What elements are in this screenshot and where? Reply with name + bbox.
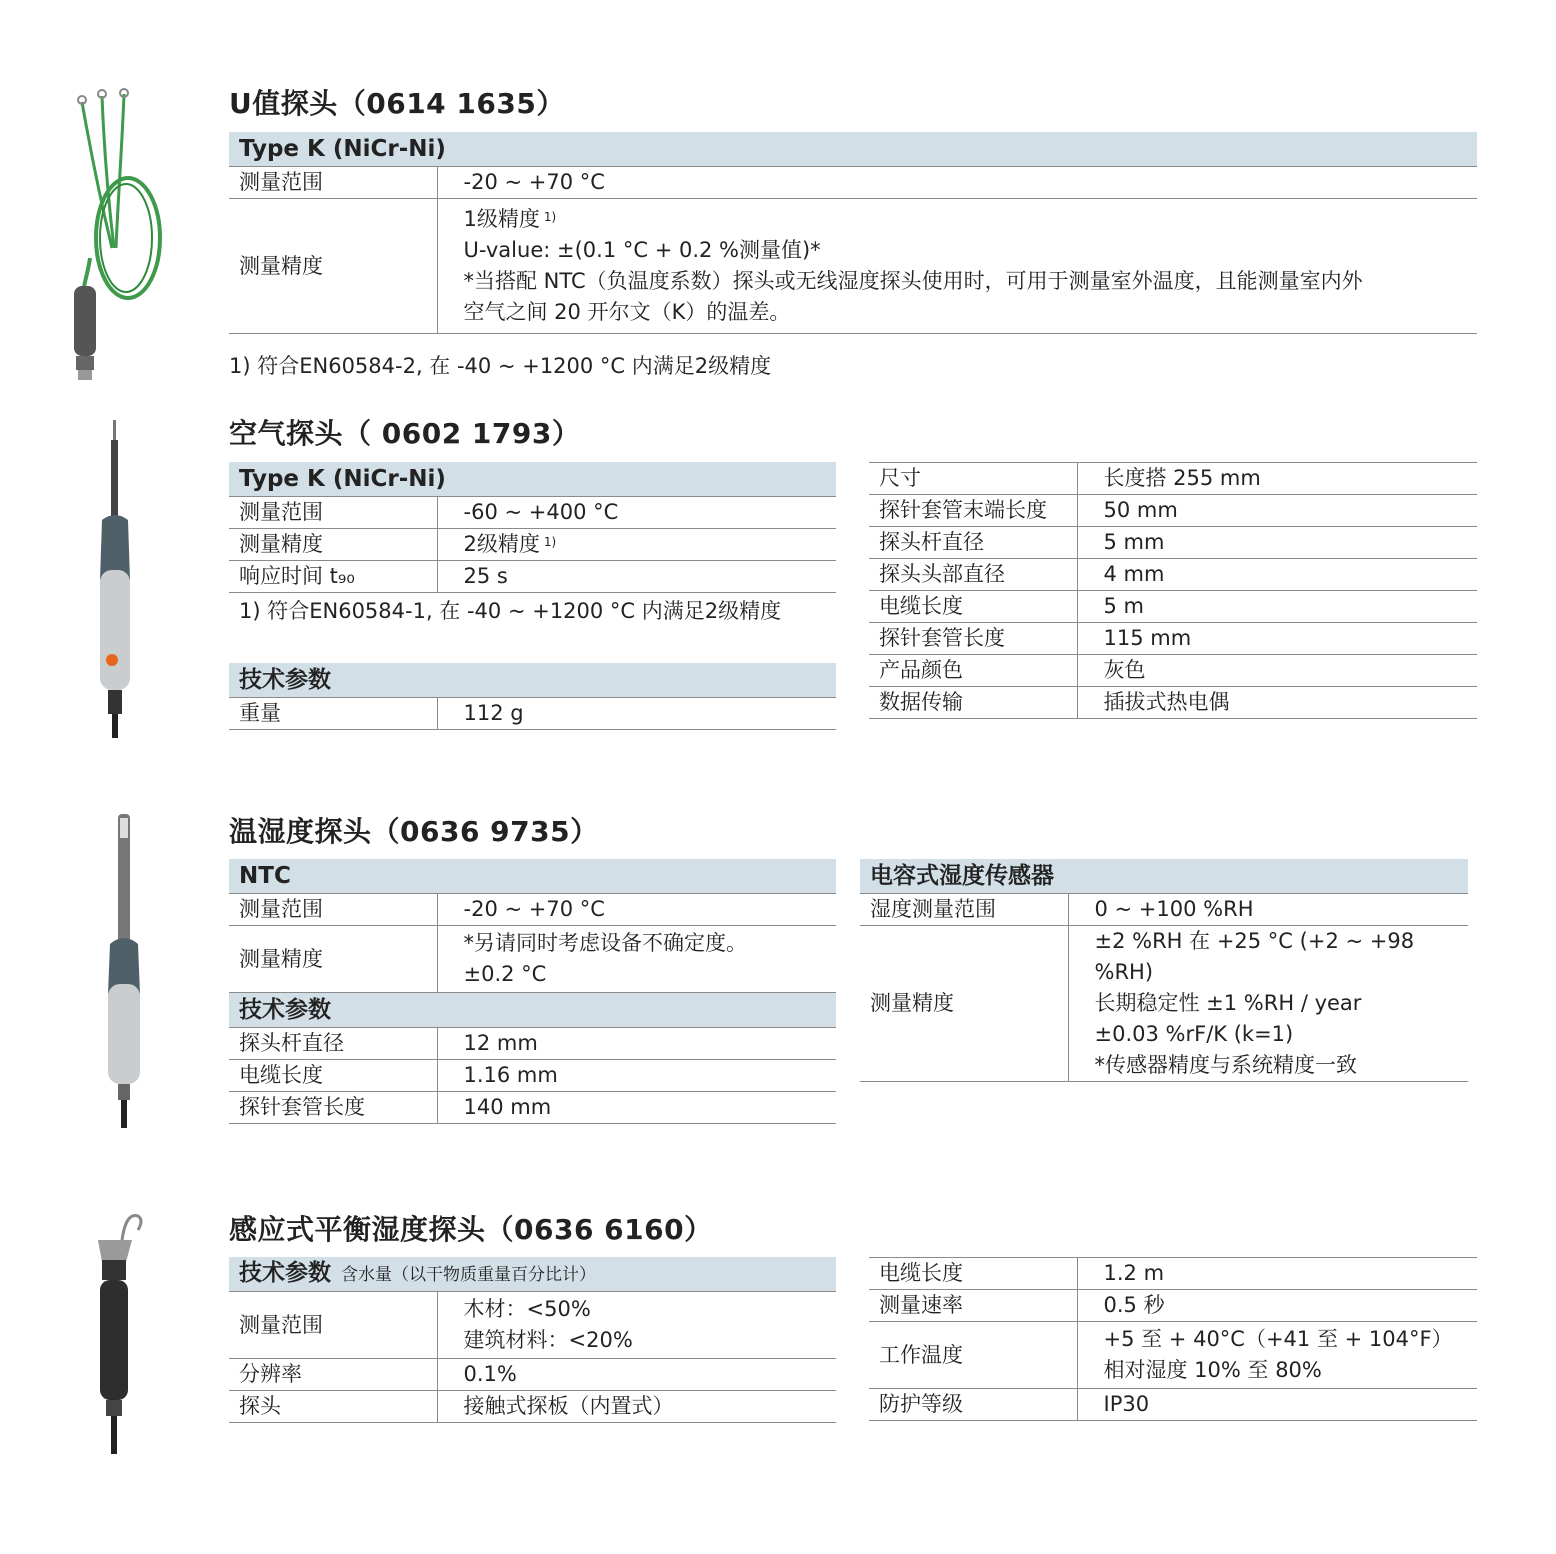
row-value: -20 ~ +70 °C xyxy=(437,894,836,926)
moisture-right-table xyxy=(869,1257,1477,1421)
row-value: 1.16 mm xyxy=(437,1060,836,1092)
row-label: 测量范围 xyxy=(229,894,437,926)
table-header: 技术参数 含水量（以干物质重量百分比计） xyxy=(229,1257,836,1292)
row-value: -20 ~ +70 °C xyxy=(437,167,1477,199)
footnote: 1) 符合EN60584-1, 在 -40 ~ +1200 °C 内满足2级精度 xyxy=(239,598,782,623)
table-header: 电容式湿度传感器 xyxy=(860,859,1468,894)
row-value: 插拔式热电偶 xyxy=(1077,687,1477,719)
row-value: 0.5 秒 xyxy=(1077,1290,1477,1322)
row-label: 电缆长度 xyxy=(229,1060,437,1092)
temp-humidity-probe-image xyxy=(98,814,148,1130)
row-value: 50 mm xyxy=(1077,495,1477,527)
row-value: 长度搭 255 mm xyxy=(1077,463,1477,495)
row-value: 接触式探板（内置式） xyxy=(437,1391,836,1423)
row-value: 25 s xyxy=(437,561,836,593)
equilibrium-moisture-probe-image xyxy=(86,1210,146,1456)
row-value: IP30 xyxy=(1077,1389,1477,1421)
row-value: +5 至 + 40°C（+41 至 + 104°F） 相对湿度 10% 至 80% xyxy=(1077,1322,1477,1389)
row-label: 数据传输 xyxy=(869,687,1077,719)
row-label: 测量速率 xyxy=(869,1290,1077,1322)
row-label: 测量精度 xyxy=(229,529,437,561)
row-value: ±2 %RH 在 +25 °C (+2 ~ +98 %RH) 长期稳定性 ±1 %RH / year ±0.03 %rF/K (k=1) *传感器精度与系统精度一致 xyxy=(1068,926,1468,1082)
row-label: 探针套管末端长度 xyxy=(869,495,1077,527)
section-title-temp-humidity-probe: 温湿度探头（0636 9735） xyxy=(229,815,599,848)
row-label: 探针套管长度 xyxy=(229,1092,437,1124)
row-value: 140 mm xyxy=(437,1092,836,1124)
row-label: 电缆长度 xyxy=(869,591,1077,623)
section-title-moisture-probe: 感应式平衡湿度探头（0636 6160） xyxy=(229,1213,713,1246)
row-label: 防护等级 xyxy=(869,1389,1077,1421)
row-value: 1.2 m xyxy=(1077,1258,1477,1290)
row-value: 0.1% xyxy=(437,1359,836,1391)
row-value: 1级精度 $^{1)}$ U-value: ±(0.1 °C + 0.2 %测量值)* *当搭配 NTC（负温度系数）探头或无线湿度探头使用时，可用于测量室外温度，且能测量室内外 空气之间 20 开尔文（K）的温差。 xyxy=(437,199,1477,334)
section-title-air-probe: 空气探头（ 0602 1793） xyxy=(229,417,581,450)
row-label: 探头 xyxy=(229,1391,437,1423)
table-header: Type K (NiCr-Ni) xyxy=(229,132,1477,167)
humidity-sensor-table xyxy=(860,859,1468,1082)
row-label: 分辨率 xyxy=(229,1359,437,1391)
row-label: 测量精度 xyxy=(229,926,437,993)
row-label: 响应时间 t₉₀ xyxy=(229,561,437,593)
tech-header: 技术参数 xyxy=(229,993,836,1028)
row-label: 重量 xyxy=(229,698,437,730)
table-header: Type K (NiCr-Ni) xyxy=(229,462,836,497)
air-probe-left-table xyxy=(229,462,836,730)
row-value: 4 mm xyxy=(1077,559,1477,591)
u-value-probe-image xyxy=(60,88,170,388)
row-value: 灰色 xyxy=(1077,655,1477,687)
row-value: 木材：<50% 建筑材料：<20% xyxy=(437,1292,836,1359)
row-label: 测量精度 xyxy=(860,926,1068,1082)
air-probe-image xyxy=(92,420,138,740)
temp-humidity-left-table xyxy=(229,859,836,1124)
row-label: 探头杆直径 xyxy=(229,1028,437,1060)
row-value: *另请同时考虑设备不确定度。 ±0.2 °C xyxy=(437,926,836,993)
table-header: NTC xyxy=(229,859,836,894)
row-label: 产品颜色 xyxy=(869,655,1077,687)
row-label: 测量范围 xyxy=(229,1292,437,1359)
row-label: 测量范围 xyxy=(229,497,437,529)
row-value: 0 ~ +100 %RH xyxy=(1068,894,1468,926)
tech-header: 技术参数 xyxy=(229,663,836,698)
row-value: 12 mm xyxy=(437,1028,836,1060)
row-value: 5 m xyxy=(1077,591,1477,623)
u-value-spec-table xyxy=(229,132,1477,334)
section-title-u-value-probe: U值探头（0614 1635） xyxy=(229,87,565,120)
row-value: 5 mm xyxy=(1077,527,1477,559)
row-label: 电缆长度 xyxy=(869,1258,1077,1290)
row-value: -60 ~ +400 °C xyxy=(437,497,836,529)
row-label: 尺寸 xyxy=(869,463,1077,495)
row-label: 湿度测量范围 xyxy=(860,894,1068,926)
row-label: 工作温度 xyxy=(869,1322,1077,1389)
moisture-left-table xyxy=(229,1257,836,1423)
row-value: 115 mm xyxy=(1077,623,1477,655)
row-label: 探头头部直径 xyxy=(869,559,1077,591)
row-value: 112 g xyxy=(437,698,836,730)
row-label: 探针套管长度 xyxy=(869,623,1077,655)
row-value: 2级精度 $^{1)}$ xyxy=(437,529,836,561)
footnote: 1) 符合EN60584-2, 在 -40 ~ +1200 °C 内满足2级精度 xyxy=(229,354,772,378)
air-probe-right-table xyxy=(869,462,1477,719)
row-label: 测量范围 xyxy=(229,167,437,199)
row-label: 探头杆直径 xyxy=(869,527,1077,559)
row-label: 测量精度 xyxy=(229,199,437,334)
